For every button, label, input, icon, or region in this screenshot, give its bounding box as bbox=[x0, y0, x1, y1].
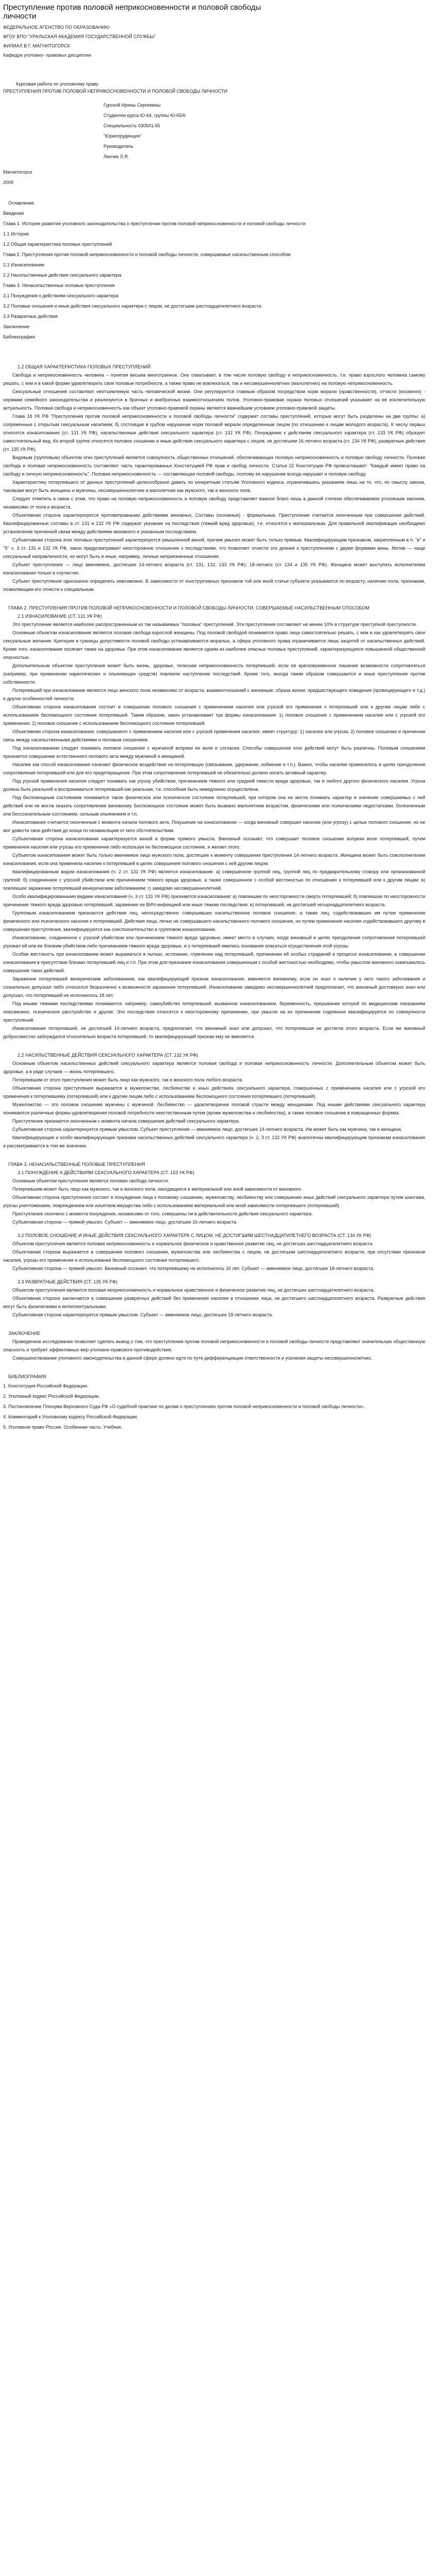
author-block bbox=[3, 100, 433, 162]
department-name: Кафедра уголовно- правовых дисциплин bbox=[3, 53, 92, 58]
toc-item[interactable]: Глава 1. История развития уголовного законодательства о преступлении против половой неприкосновенности и половой свободы личности bbox=[3, 221, 306, 226]
section-3-3-body bbox=[3, 1286, 433, 1319]
bibliography-item: 4. Комментарий к Уголовному кодексу Российской Федерации. bbox=[3, 1414, 138, 1419]
paragraph: Квалифицирующие и особо квалифицирующие признаки насильственных действий сексуального характера (ч. 2, 3 ст. 132 УК РФ) аналогичны квалифицирующим признакам изнасилования и рассматриваются в том же значении. bbox=[3, 1135, 425, 1148]
bibliography-item: 5. Уголовное право России. Особенная часть: Учебник. bbox=[3, 1425, 123, 1430]
paragraph: Квалифицированным видом изнасилования (ч. 2 ст. 131 УК РФ) является изнасилование: а) совершенное группой лиц, группой лиц по предварительному сговору или организованной группой; б) соединенное с угрозой убийством или причинением тяжкого вреда здоровью, а также совершенное с особой жестокостью по отношению к потерпевшей или к другим лицам; в) повлекшее заражение потерпевшей венерическим заболеванием; г) заведомо несовершеннолетней. bbox=[3, 869, 425, 891]
paragraph: Под угрозой применения насилия следует понимать как угрозу убийством, причинением тяжкого или средней тяжести вреда здоровью, так и любого другого физического насилия. Угроза должна быть реальной и восприниматься потерпевшей как реальная, т.е. способная быть немедленно осуществлена. bbox=[3, 778, 425, 792]
toc-item[interactable]: Глава 2. Преступления против половой неприкосновенности и половой свободы личности, совершаемые насильственным способом bbox=[3, 252, 291, 257]
paragraph: Субъективная сторона характеризуется прямым умыслом. Субъект преступления — вменяемое лицо, достигшее 14-летнего возраста. Им может быть как мужчина, так и женщина. bbox=[12, 1127, 403, 1132]
paragraph: Субъективная сторона характеризуется прямым умыслом. Субъект — вменяемое лицо, достигшее 18-летнего возраста. bbox=[12, 1312, 273, 1317]
paragraph: Субъект преступления — лицо вменяемое, достигшее 14-летнего возраста (ст. 131, 132, 133 УК РФ); 18-летнего (ст. 134 и 135 УК РФ). Женщина может выступать исполнителем изнасилования только в соучастии. bbox=[3, 562, 425, 575]
paragraph: Объективная сторона заключается в совершении развратных действий без применения насилия в отношении лица, не достигшего шестнадцатилетнего возраста. Развратные действия могут быть физическими и интеллектуальными. bbox=[3, 1296, 425, 1309]
paragraph: Свобода и неприкосновенность человека – понятия весьма многогранное. Оно охватывает, в том числе половую свободу и неприкосновенность, т.е. право взрослого человека самому решать, с кем и в какой форме удовлетворить свои половые потребности, а также право не вовлекаться, так и несовершеннолетних (малолетних) на половую неприкосновенность. bbox=[3, 372, 425, 386]
author-group: Студентки курса Ю-64, группы Ю-65/6 bbox=[103, 113, 186, 118]
institution-block bbox=[3, 23, 433, 60]
paragraph: Под изнасилованием следует понимать половое сношение с мужчиной вопреки ее воли и согласия. Способы совершения этих действий могут быть различны. Половым сношением признается совершение естественного полового акта между мужчиной и женщиной. bbox=[3, 745, 425, 759]
agency-name: ФЕДЕРАЛЬНОЕ АГЕНСТВО ПО ОБРАЗОВАНИЮ bbox=[3, 25, 110, 30]
table-of-contents bbox=[3, 208, 433, 342]
section-3-2-body bbox=[3, 1240, 433, 1273]
academy-name: ФГОУ ВПО "УРАЛЬСКАЯ АКАДЕМИЯ ГОСУДАРСТВЕННОЙ СЛУЖБЫ" bbox=[3, 34, 156, 39]
city: Магнитогорск bbox=[3, 170, 32, 175]
paragraph: Дополнительным объектом преступления может быть жизнь, здоровье, телесная неприкосновенность потерпевшей, если её кратковременное лишение возможности сопротивляться (например, при применении наркотических и опьяняющих средств) повлекли наступление последствий. Кроме того, иногда таким образом совершаются и иные преступления против собственности. bbox=[3, 663, 425, 685]
conclusion-heading: ЗАКЛЮЧЕНИЕ bbox=[8, 1331, 41, 1336]
document-title: Преступление против половой неприкосновенности и половой свободы личности bbox=[3, 3, 261, 21]
section-heading: 2.1 ИЗНАСИЛОВАНИЕ (СТ. 131 УК РФ) bbox=[18, 614, 102, 619]
paragraph: Основным объектом преступления является половая свобода личности. bbox=[12, 1178, 169, 1183]
paragraph: Объективная сторона изнасилования состоит в совершении полового сношения с применением насилия или угрозой его применения к потерпевшей или к другим лицам либо с использованием беспомощного состояния потерпевшей. Таким образом, закон устанавливает три формы изнасилования: 1) половое сношение с применением насилия или с угрозой его применения; 2) половое сношение с использованием беспомощного состояния потерпевшей. bbox=[3, 704, 425, 726]
paragraph: Субъективная сторона изнасилования характеризуется виной в форме прямого умысла. Виновный осознает, что совершает половое сношение вопреки воле потерпевшей, путем применения насилия или угрозы его применения либо используя ее беспомощное состояние, и желает этого. bbox=[3, 836, 425, 850]
toc-item[interactable]: 3.1 Понуждение к действиям сексуального характера bbox=[3, 293, 118, 298]
paragraph: Это преступление является наиболее распространенным из так называемых "половых" преступлений. Эти преступления составляют не менее 10% в структуре преступной преступности. bbox=[12, 622, 417, 627]
bibliography-item: 3. Постановление Пленума Верховного Суда РФ «О судебной практике по делам о преступлениях против половой неприкосновенности и половой свободы личности». bbox=[3, 1404, 365, 1409]
paragraph: Субъективная сторона — прямой умысел. Субъект — вменяемое лицо, достигшее 16-летнего возраста. bbox=[12, 1219, 238, 1225]
paragraph: Групповым изнасилованием признаются действия лиц, непосредственно совершивших насильственное половое сношение, а также лиц, содействовавших им путем применения физического или психического насилия к потерпевшей. Действия лица, лично не совершавшего насильственного полового сношения, но путем применения насилия содействовавшего другому в совершении преступления, квалифицируются как соисполнительство в групповом изнасиловании. bbox=[3, 910, 425, 932]
author-specialty: "Юриспруденция" bbox=[103, 133, 142, 139]
toc-item[interactable]: Библиография bbox=[3, 334, 35, 340]
paragraph: Объективная сторона преступления состоит в понуждении лица к половому сношению, мужеложству, лесбиянству или совершению иных действий сексуального характера путем шантажа, угрозы уничтожением, повреждением или изъятием имущества либо с использованием материальной или иной зависимости потерпевшего (потерпевшей). bbox=[3, 1195, 425, 1208]
supervisor-name: Ленчик Л.Я. bbox=[103, 154, 129, 159]
paragraph: Проведенное исследование позволяет сделать вывод о том, что преступления против половой неприкосновенности и половой свободы личности представляют значительную общественную опасность и требуют эффективных мер уголовно-правового противодействия. bbox=[3, 1339, 425, 1352]
paragraph: Насилие как способ изнасилования означает физическое воздействие на потерпевшую (связывание, удержание, избиение и т.п.). Важно, чтобы насилие применялось в целях преодоления сопротивления потерпевшей или для его предотвращения. При этом сопротивление потерпевшей не обязательно должно носить активный характер. bbox=[3, 762, 425, 775]
toc-item[interactable]: 1.2 Общая характеристика половых преступлений bbox=[3, 242, 112, 247]
toc-item[interactable]: 3.2 Половые сношения и иные действия сексуального характера с лицом, не достигшим шестнадцатилетнего возраста bbox=[3, 303, 261, 309]
paragraph: Особая жестокость при изнасиловании может выражаться в пытках, истязании, глумлении над потерпевшей, причинении ей особых страданий в процессе изнасилования, в совершении изнасилования в присутствии близких потерпевшей лиц и т.п. При этом для признания изнасилования совершенным с особой жестокостью необходимо, чтобы умыслом виновного охватывалось совершение таких действий. bbox=[3, 952, 425, 973]
paragraph: Объективная сторона выражается в совершении полового сношения, мужеложства или лесбиянства с лицом, не достигшим шестнадцатилетнего возраста, при отсутствии признаков насилия, угрозы его применения и использования беспомощного состояния потерпевшего. bbox=[3, 1249, 425, 1263]
bibliography-item: 1. Конституция Российской Федерации. bbox=[3, 1383, 89, 1388]
paragraph: Глава 18 УК РФ "Преступления против половой неприкосновенности и половой свободы личности" содержит составы преступлений, которые могут быть разделены на две группы: а) сопряженные с открытым сексуальным насилием; б) состоящие в грубом нарушении норм половой морали определенным лицом (по отношению к лицам молодого возраста). К числу первых относятся изнасилование (ст. 131 УК РФ), насильственные действия сексуального характера (ст. 132 УК РФ). Понуждение к действиям сексуального характера (ст. 133 УК РФ) образует самостоятельный вид. Ко второй группе относятся половое сношение и иные действия сексуального характера с лицом, не достигшим 16-летнего возраста (ст. 134 УК РФ), развратные действия (ст. 135 УК РФ). bbox=[3, 414, 425, 452]
branch-name: ФИЛИАЛ В Г. МАГНИТОГОРСК bbox=[3, 43, 71, 48]
paragraph: Потерпевшим может быть лицо как мужского, так и женского пола, находящееся в материальной или иной зависимости от виновного. bbox=[12, 1187, 303, 1192]
paragraph: Преступление окончено с момента понуждения, независимо от того, совершены ли в действительности действия сексуального характера. bbox=[12, 1211, 313, 1216]
bibliography-heading: БИБЛИОГРАФИЯ bbox=[8, 1374, 46, 1379]
paragraph: Преступление признается оконченным с момента начала совершения действий сексуального характера. bbox=[12, 1118, 240, 1124]
supervisor-label: Руководитель bbox=[103, 144, 133, 149]
section-heading: 3.3 РАЗВРАТНЫЕ ДЕЙСТВИЯ (СТ. 135 УК РФ) bbox=[18, 1279, 118, 1284]
section-3-1-body bbox=[3, 1177, 433, 1226]
section-1-2-body bbox=[3, 371, 433, 594]
paragraph: Основным объектом насильственных действий сексуального характера является половая свобода и половая неприкосновенность личности. Дополнительным объектом может быть здоровье, а в ряде случаев — жизнь потерпевшего. bbox=[3, 1061, 425, 1074]
author-name: Гурской Ирины Сергеевны bbox=[103, 103, 161, 108]
paragraph: Субъектом изнасилования может быть только вменяемое лицо мужского пола, достигшее к моменту совершения преступления 14-летнего возраста. Женщина может быть соисполнителем изнасилования, если она применяла насилие к потерпевшей в целях совершения полового сношения с ней другим лицом. bbox=[3, 853, 425, 866]
paragraph: Объективная сторона преступления выражается в мужеложстве, лесбиянстве и иных действиях сексуального характера, совершенных с применением насилия или с угрозой его применения к потерпевшему (потерпевшей) или к другим лицам либо с использованием беспомощного состояния потерпевшего (потерпевшей). bbox=[3, 1086, 425, 1099]
paragraph: Объектом преступления является половая неприкосновенность и нормальное физическое и нравственное развитие лиц, не достигших шестнадцатилетнего возраста. bbox=[12, 1241, 374, 1246]
course-work-line: Курсовая работа по уголовному праву bbox=[16, 81, 98, 87]
section-heading: 3.2 ПОЛОВОЕ СНОШЕНИЕ И ИНЫЕ ДЕЙСТВИЯ СЕКСУАЛЬНОГО ХАРАКТЕРА С ЛИЦОМ, НЕ ДОСТИГШИМ ШЕСТНАДЦАТИЛЕТНЕГО ВОЗРАСТА (СТ. 134 УК РФ) bbox=[18, 1233, 372, 1238]
toc-item[interactable]: 2.2 Насильственные действия сексуального характера bbox=[3, 273, 121, 278]
section-heading: 1.2 ОБЩАЯ ХАРАКТЕРИСТИКА ПОЛОВЫХ ПРЕСТУПЛЕНИЙ bbox=[18, 364, 151, 369]
toc-item[interactable]: 1.1 История bbox=[3, 231, 29, 236]
paragraph: Объективная сторона изнасилования, совершаемого с применением насилия или с угрозой применения насилия, имеет структуру: 1) насилие или угроза, 2) половое сношение и причинная связь между насильственными действиями и половым сношением. bbox=[3, 729, 425, 742]
paragraph: Под иными тяжкими последствиями понимаются, например, самоубийство потерпевшей, вызванное изнасилованием, беременность, прерывание которой по медицинским показаниям невозможно, психическое расстройство и другие. Эти последствия относятся к неосторожному причинению, при умысле на их причинение содеянное квалифицируется по совокупности преступлений. bbox=[3, 1001, 425, 1023]
toc-heading: Оглавление bbox=[8, 200, 34, 206]
paragraph: Следует отметить в связи с этим, что право на половую неприкосновенность и половую свободу представляет важное благо лишь в данной степени обеспечиваемое уголовным законом, независимо от пола и возраста. bbox=[3, 496, 425, 510]
toc-item[interactable]: Заключение bbox=[3, 324, 29, 329]
paragraph: Изнасилование потерпевшей, не достигшей 14-летнего возраста, предполагает, что виновный знал или допускал, что потерпевшая не достигла этого возраста. Если же виновный добросовестно заблуждался относительно возраста потерпевшей, то квалифицирующий признак ему не вменяется. bbox=[3, 1026, 425, 1039]
paragraph: Субъект преступления однозначно определить невозможно. В зависимости от конструктивных признаков той или иной статьи субъекта указывается по возрасту, наличию пола, признакам, позволяющим его отнести к специальным. bbox=[3, 579, 425, 592]
paragraph: Видовым (групповым) объектом этих преступлений является совокупность общественных отношений, обеспечивающих половую неприкосновенность и половую свободу личности. Половая свобода и половая неприкосновенность составляют часть гарантированных Конституцией РФ прав и свобод личности. Статья 22 Конституции РФ провозглашает: "Каждый имеет право на свободу и личную неприкосновенность". Половая неприкосновенность — составляющая половой свободы, поэтому ее нарушение всегда нарушает и половую свободу. bbox=[3, 455, 425, 477]
conclusion-body bbox=[3, 1337, 433, 1362]
paragraph: Под беспомощным состоянием понимается такое физическое или психическое состояние потерпевшей, при котором она не могла понимать характер и значение совершаемых с ней действий или не могла оказать сопротивление виновному. Беспомощное состояние может быть вызвано малолетним возрастом, физическими или психическими недостатками, болезненным или бессознательным состоянием, сильным опьянением и т.п. bbox=[3, 795, 425, 817]
toc-item[interactable]: Глава 3. Ненасильственные половые преступления bbox=[3, 283, 115, 288]
topic-line: ПРЕСТУПЛЕНИЯ ПРОТИВ ПОЛОВОЙ НЕПРИКОСНОВЕННОСТИ И ПОЛОВОЙ СВОБОДЫ ЛИЧНОСТИ bbox=[3, 89, 228, 94]
section-2-1-body bbox=[3, 620, 433, 1041]
bibliography-list bbox=[3, 1381, 433, 1432]
section-2-2-body bbox=[3, 1059, 433, 1150]
bibliography-item: 2. Уголовный кодекс Российской Федерации. bbox=[3, 1394, 100, 1399]
toc-item[interactable]: 2.1 Изнасилование bbox=[3, 262, 45, 267]
toc-item[interactable]: 3.3 Развратные действия bbox=[3, 314, 58, 319]
paragraph: Сексуальные отношения составляют неотъемлемую часть человеческой жизни. Они регулируются главным образом посредством норм морали (нравственности), отчасти (косвенно) - нормами семейного законодательства и реализуются в брачных и внебрачных взаимоотношениях полов. Уголовно-правовая охрана половых отношений указывает на её исключительную актуальность. Половая свобода и неприкосновенность как объект уголовно-правовой охраны является важнейшим условием уголовно-правовой защиты. bbox=[3, 389, 425, 411]
year: 2009 bbox=[3, 180, 14, 185]
paragraph: Изнасилование считается оконченным с момента начала полового акта. Покушение на изнасилование — когда виновный совершил насилие (или угрозу) с целью полового сношения, но не мог довести свои действия до конца по независящим от него обстоятельствам. bbox=[3, 820, 425, 833]
section-heading: 3.1 ПОНУЖДЕНИЕ К ДЕЙСТВИЯМ СЕКСУАЛЬНОГО ХАРАКТЕРА (СТ. 133 УК РФ) bbox=[18, 1170, 195, 1175]
paragraph: Заражение потерпевшей венерическим заболеванием, как квалифицирующий признак изнасилования, вменяется виновному, если он знал о наличии у него такого заболевания и сознательно допускал либо относился безразлично к возможности заражения потерпевшей. Изнасилование заведомо несовершеннолетней предполагает, что виновный достоверно знал или допускал, что потерпевшей не исполнилось 18 лет. bbox=[3, 976, 425, 998]
paragraph: Характеристику потерпевшего от данных преступлений целесообразно давать по конкретным статьям Уголовного кодекса, ограничившись указанием лишь на то, что, по смыслу закона, таковыми могут быть женщины и мужчины, несовершеннолетние и малолетние как мужского, так и женского пола. bbox=[3, 480, 425, 493]
chapter-heading: ГЛАВА 3. НЕНАСИЛЬСТВЕННЫЕ ПОЛОВЫЕ ПРЕСТУПЛЕНИЯ bbox=[8, 1162, 145, 1167]
paragraph: Совершенствование уголовного законодательства в данной сфере должно идти по пути дифференциации ответственности и усиления защиты несовершеннолетних. bbox=[12, 1355, 372, 1361]
toc-item[interactable]: Введение bbox=[3, 211, 24, 216]
paragraph: Объективная сторона характеризуется противоправными действиями виновных. Составы (основные) - формальные. Преступление считается оконченным при совершении действий. Квалифицированные составы в ст. 131 и 132 УК РФ содержат указание на последствия (тяжкий вред здоровью), т.е. относятся к материальным. Для правильной квалификации необходимо установление причинной связи между действиями виновного и указанным последствием. bbox=[3, 513, 425, 534]
paragraph: Потерпевшей при изнасиловании является лицо женского пола независимо от возраста, взаимоотношений с виновным, образа жизни, предшествующего поведения (провоцирующего и т.д.) и других особенностей личности. bbox=[3, 688, 425, 701]
paragraph: Особо квалифицированными видами изнасилования (ч. 3 ст. 131 УК РФ) признаются изнасилования: а) повлекшие по неосторожности смерть потерпевшей; б) повлекшие по неосторожности причинение тяжкого вреда здоровью потерпевшей, заражение ее ВИЧ-инфекцией или иные тяжкие последствия; в) потерпевшей, не достигшей четырнадцатилетнего возраста. bbox=[3, 894, 425, 907]
paragraph: Потерпевшим от этого преступления может быть лицо как мужского, так и женского пола любого возраста. bbox=[12, 1077, 243, 1082]
chapter-heading: ГЛАВА 2. ПРЕСТУПЛЕНИЯ ПРОТИВ ПОЛОВОЙ НЕПРИКОСНОВЕННОСТИ И ПОЛОВОЙ СВОБОДЫ ЛИЧНОСТИ, СОВЕРШАЕМЫЕ НАСИЛЬСТВЕННЫМ СПОСОБОМ bbox=[8, 605, 370, 611]
paragraph: Объектом преступления являются половая неприкосновенность и нормальное нравственное и физическое развитие лиц, не достигших шестнадцатилетнего возраста. bbox=[12, 1287, 375, 1293]
paragraph: Основным объектом изнасилования является половая свобода взрослой женщины. Под половой свободой понимается право лица самостоятельно решать, с кем и как удовлетворять свои сексуальные желания. Критерии и границы допустимости половой свободы устанавливаются моралью, а сфера уголовного права ограничивается лишь защитой от насильственных действий. Кроме того, изнасилование посягает также на здоровье. При этом изнасилование является одним из наиболее опасных половых преступлений, характеризующихся повышенной общественной опасностью. bbox=[3, 630, 425, 660]
paragraph: Субъективная сторона этих половых преступлений характеризуется умышленной виной, причем умысел может быть только прямым. Квалифицирующим признаком, закрепленным в п. "в" и "б" ч. 3 ст. 131 и 132 УК РФ, закон предусматривает неосторожное отношение к последствиям, что позволяет отнести эти деяния к преступлениям с двумя формами вины. Мотив — чаще сексуальный направленности, но могут быть и иные, например, личные неприязненные отношения. bbox=[3, 537, 425, 559]
author-specialty-code: Специальность 030501.65 bbox=[103, 123, 160, 128]
section-heading: 2.2 НАСИЛЬСТВЕННЫЕ ДЕЙСТВИЯ СЕКСУАЛЬНОГО ХАРАКТЕРА (СТ. 132 УК РФ) bbox=[18, 1053, 198, 1058]
paragraph: Изнасилование, соединенное с угрозой убийством или причинением тяжкого вреда здоровью, имеет место в случаях, когда виновный в целях преодоления сопротивления потерпевшей угрожал ей или ее близким убийством либо причинением тяжкого вреда здоровью, и у потерпевшей имелись основания опасаться осуществления этой угрозы. bbox=[3, 935, 425, 948]
paragraph: Субъективная сторона — прямой умысел. Виновный осознает, что потерпевшему не исполнилось 16 лет. Субъект — вменяемое лицо, достигшее 18-летнего возраста. bbox=[12, 1266, 375, 1271]
paragraph: Мужеложство — это половое сношение мужчины с мужчиной. Лесбиянство — удовлетворение половой страсти между женщинами. Под иными действиями сексуального характера понимаются различные формы удовлетворения половой потребности неестественным путем (кроме мужеложства и лесбиянства), а также половое сношение в извращенных формах. bbox=[3, 1102, 425, 1115]
